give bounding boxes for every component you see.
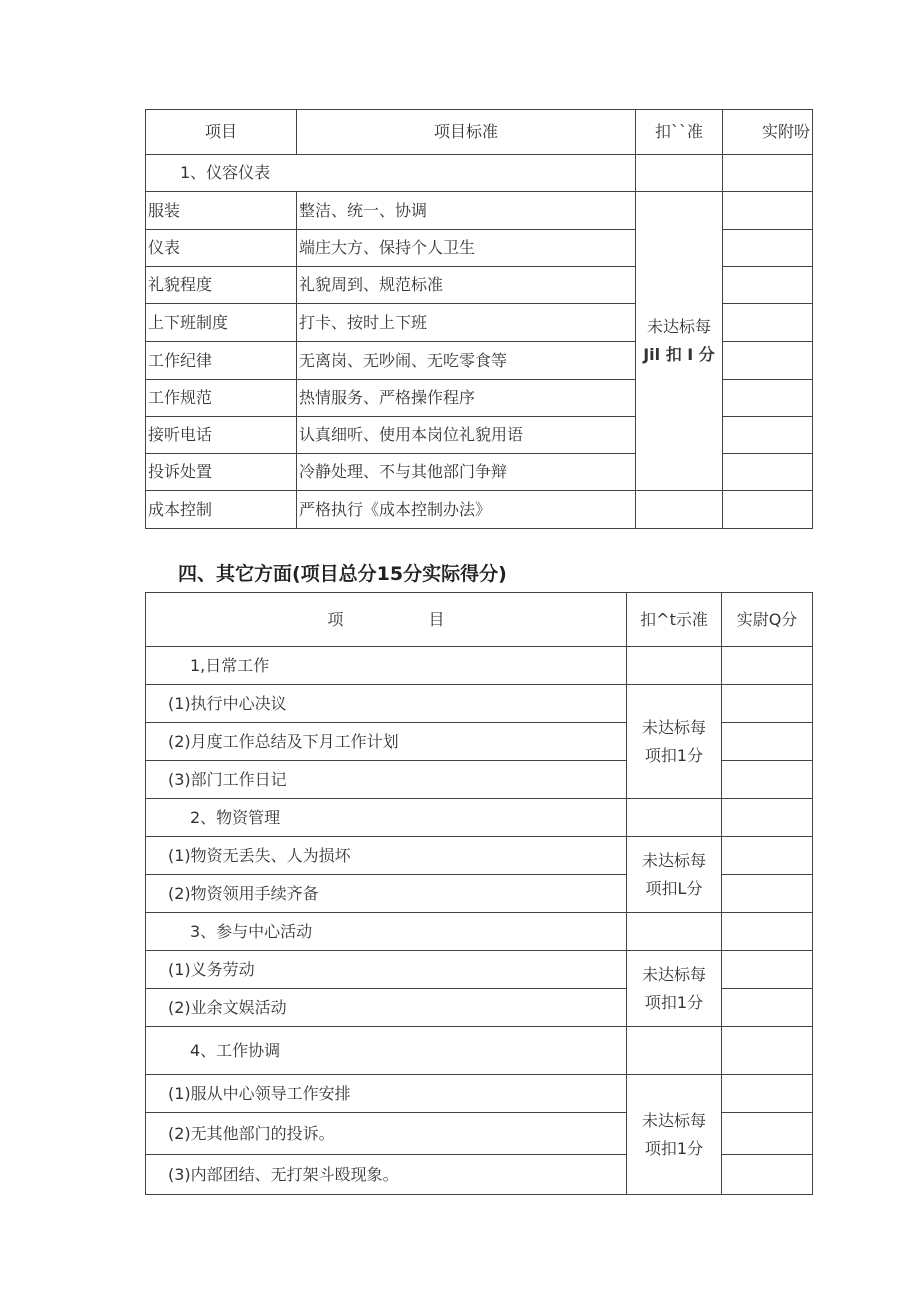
header-standard: 项目标准 bbox=[297, 110, 636, 155]
item-standard: 冷静处理、不与其他部门争辩 bbox=[297, 454, 636, 491]
item-name: 接听电话 bbox=[146, 417, 297, 454]
score-cell[interactable] bbox=[722, 913, 813, 951]
header-deduction: 扣^t示准 bbox=[627, 593, 722, 647]
deduction-line2: Jil 扣 I 分 bbox=[643, 345, 715, 364]
score-cell[interactable] bbox=[723, 230, 813, 267]
empty-cell bbox=[636, 491, 723, 529]
score-cell[interactable] bbox=[723, 417, 813, 454]
item-standard: 严格执行《成本控制办法》 bbox=[297, 491, 636, 529]
item-standard: 礼貌周到、规范标准 bbox=[297, 267, 636, 304]
header-item: 项 目 bbox=[146, 593, 627, 647]
deduction-line1: 未达标每 bbox=[641, 717, 706, 737]
deduction-line2: 项扣1分 bbox=[644, 745, 704, 765]
table-row bbox=[146, 951, 813, 989]
table-row bbox=[146, 1075, 813, 1113]
deduction-line2: 项扣1分 bbox=[644, 992, 704, 1012]
score-cell[interactable] bbox=[722, 837, 813, 875]
header-item: 项目 bbox=[146, 110, 297, 155]
deduction-line1: 未达标每 bbox=[641, 1110, 706, 1130]
empty-cell bbox=[636, 155, 723, 192]
item-name: 投诉处置 bbox=[146, 454, 297, 491]
group-title: 2、物资管理 bbox=[146, 799, 627, 837]
score-cell[interactable] bbox=[722, 761, 813, 799]
group-title-row bbox=[146, 1027, 813, 1075]
score-cell[interactable] bbox=[723, 304, 813, 342]
score-cell[interactable] bbox=[722, 875, 813, 913]
score-cell[interactable] bbox=[722, 951, 813, 989]
deduction-rule bbox=[627, 685, 722, 799]
score-cell[interactable] bbox=[723, 267, 813, 304]
sub-item: (3)部门工作日记 bbox=[146, 761, 627, 799]
deduction-line1: 未达标每 bbox=[646, 317, 711, 336]
appearance-table bbox=[145, 109, 813, 529]
item-standard: 热情服务、严格操作程序 bbox=[297, 380, 636, 417]
empty-cell bbox=[627, 647, 722, 685]
group-title-row bbox=[146, 647, 813, 685]
table-row bbox=[146, 685, 813, 723]
deduction-line2: 项扣L分 bbox=[645, 878, 703, 898]
section-heading: 四、其它方面(项目总分15分实际得分) bbox=[178, 563, 507, 585]
item-name: 礼貌程度 bbox=[146, 267, 297, 304]
section-row bbox=[146, 155, 813, 192]
item-name: 工作纪律 bbox=[146, 342, 297, 380]
table-header-row bbox=[146, 110, 813, 155]
sub-item: (2)物资领用手续齐备 bbox=[146, 875, 627, 913]
item-standard: 整洁、统一、协调 bbox=[297, 192, 636, 230]
group-title: 4、工作协调 bbox=[146, 1027, 627, 1075]
item-standard: 端庄大方、保持个人卫生 bbox=[297, 230, 636, 267]
score-cell[interactable] bbox=[722, 799, 813, 837]
group-title-row bbox=[146, 913, 813, 951]
deduction-rule bbox=[627, 1075, 722, 1195]
score-cell[interactable] bbox=[722, 1075, 813, 1113]
score-cell[interactable] bbox=[722, 1155, 813, 1195]
table-row bbox=[146, 192, 813, 230]
item-standard: 认真细听、使用本岗位礼貌用语 bbox=[297, 417, 636, 454]
sub-item: (1)执行中心决议 bbox=[146, 685, 627, 723]
deduction-rule bbox=[627, 951, 722, 1027]
section-title: 1、仪容仪表 bbox=[146, 155, 636, 192]
sub-item: (1)义务劳动 bbox=[146, 951, 627, 989]
item-standard: 无离岗、无吵闹、无吃零食等 bbox=[297, 342, 636, 380]
other-aspects-table bbox=[145, 592, 813, 1195]
score-cell[interactable] bbox=[722, 1113, 813, 1155]
empty-cell bbox=[627, 1027, 722, 1075]
score-cell[interactable] bbox=[723, 380, 813, 417]
deduction-rule bbox=[636, 192, 723, 491]
score-cell[interactable] bbox=[723, 342, 813, 380]
score-cell[interactable] bbox=[723, 192, 813, 230]
empty-cell bbox=[627, 913, 722, 951]
sub-item: (1)服从中心领导工作安排 bbox=[146, 1075, 627, 1113]
deduction-line1: 未达标每 bbox=[641, 850, 706, 870]
header-deduction: 扣``准 bbox=[636, 110, 723, 155]
empty-cell bbox=[627, 799, 722, 837]
score-cell[interactable] bbox=[722, 685, 813, 723]
score-cell[interactable] bbox=[723, 155, 813, 192]
group-title-row bbox=[146, 799, 813, 837]
deduction-line2: 项扣1分 bbox=[644, 1138, 704, 1158]
sub-item: (1)物资无丢失、人为损坏 bbox=[146, 837, 627, 875]
sub-item: (3)内部团结、无打架斗殴现象。 bbox=[146, 1155, 627, 1195]
item-name: 成本控制 bbox=[146, 491, 297, 529]
table-header-row bbox=[146, 593, 813, 647]
header-score: 实尉Q分 bbox=[722, 593, 813, 647]
score-cell[interactable] bbox=[722, 723, 813, 761]
item-name: 服装 bbox=[146, 192, 297, 230]
score-cell[interactable] bbox=[722, 1027, 813, 1075]
item-name: 仪表 bbox=[146, 230, 297, 267]
score-cell[interactable] bbox=[723, 454, 813, 491]
table-row bbox=[146, 837, 813, 875]
deduction-line1: 未达标每 bbox=[641, 964, 706, 984]
item-name: 上下班制度 bbox=[146, 304, 297, 342]
sub-item: (2)月度工作总结及下月工作计划 bbox=[146, 723, 627, 761]
group-title: 1,日常工作 bbox=[146, 647, 627, 685]
item-name: 工作规范 bbox=[146, 380, 297, 417]
group-title: 3、参与中心活动 bbox=[146, 913, 627, 951]
header-score: 实附吩 bbox=[723, 110, 813, 155]
item-standard: 打卡、按时上下班 bbox=[297, 304, 636, 342]
sub-item: (2)无其他部门的投诉。 bbox=[146, 1113, 627, 1155]
score-cell[interactable] bbox=[722, 647, 813, 685]
deduction-rule bbox=[627, 837, 722, 913]
score-cell[interactable] bbox=[723, 491, 813, 529]
score-cell[interactable] bbox=[722, 989, 813, 1027]
table-row bbox=[146, 491, 813, 529]
sub-item: (2)业余文娱活动 bbox=[146, 989, 627, 1027]
